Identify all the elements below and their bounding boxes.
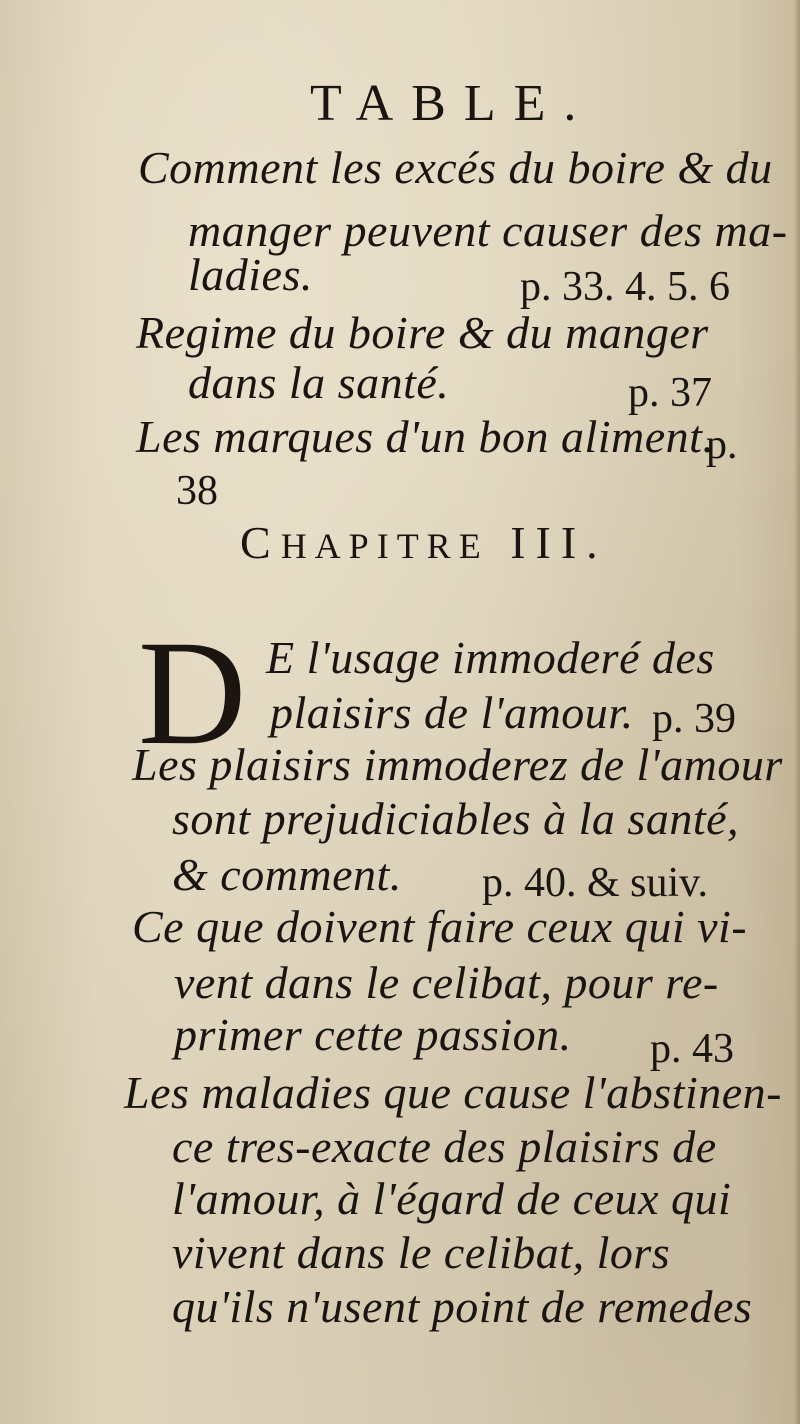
entry-line: vivent dans le celibat, lors <box>172 1227 671 1278</box>
entry-line: ladies. <box>188 249 313 300</box>
page-reference: p. 40. & suiv. <box>482 860 708 906</box>
entry-line: qu'ils n'usent point de remedes <box>172 1281 753 1332</box>
page-reference: p. <box>706 422 738 468</box>
page-reference: p. 37 <box>628 370 712 416</box>
entry-line: ce tres-exacte des plaisirs de <box>172 1121 717 1172</box>
entry-line: dans la santé. <box>188 357 450 408</box>
page-edge-shadow <box>794 0 800 1424</box>
page-reference: p. 39 <box>652 696 736 742</box>
entry-line: Les plaisirs immoderez de l'amour <box>132 739 783 790</box>
entry-line: Ce que doivent faire ceux qui vi- <box>132 901 748 952</box>
entry-line: Les marques d'un bon aliment. <box>136 411 715 462</box>
page-reference: p. 43 <box>650 1026 734 1072</box>
chapter-heading <box>240 517 608 568</box>
page-reference: 38 <box>176 468 218 514</box>
entry-line: E l'usage immoderé des <box>266 632 715 683</box>
entry-line: & comment. <box>172 849 402 900</box>
drop-cap: D <box>138 610 247 776</box>
entry-line: primer cette passion. <box>174 1009 572 1060</box>
entry-line: vent dans le celibat, pour re- <box>174 957 719 1008</box>
entry-line: Comment les excés du boire & du <box>138 142 773 193</box>
entry-line: l'amour, à l'égard de ceux qui <box>172 1173 732 1224</box>
entry-line: sont prejudiciables à la santé, <box>172 793 740 844</box>
chapter-numeral: III. <box>510 517 608 568</box>
entry-line: Regime du boire & du manger <box>136 307 709 358</box>
running-title: TABLE. <box>310 75 595 132</box>
chapter-label-initial: C <box>240 517 281 568</box>
chapter-label-rest: HAPITRE <box>280 526 489 566</box>
entry-line: plaisirs de l'amour. <box>270 687 634 738</box>
entry-line: Les maladies que cause l'abstinen- <box>124 1067 782 1118</box>
page-reference: p. 33. 4. 5. 6 <box>520 264 730 310</box>
entry-line: manger peuvent causer des ma- <box>188 205 788 256</box>
